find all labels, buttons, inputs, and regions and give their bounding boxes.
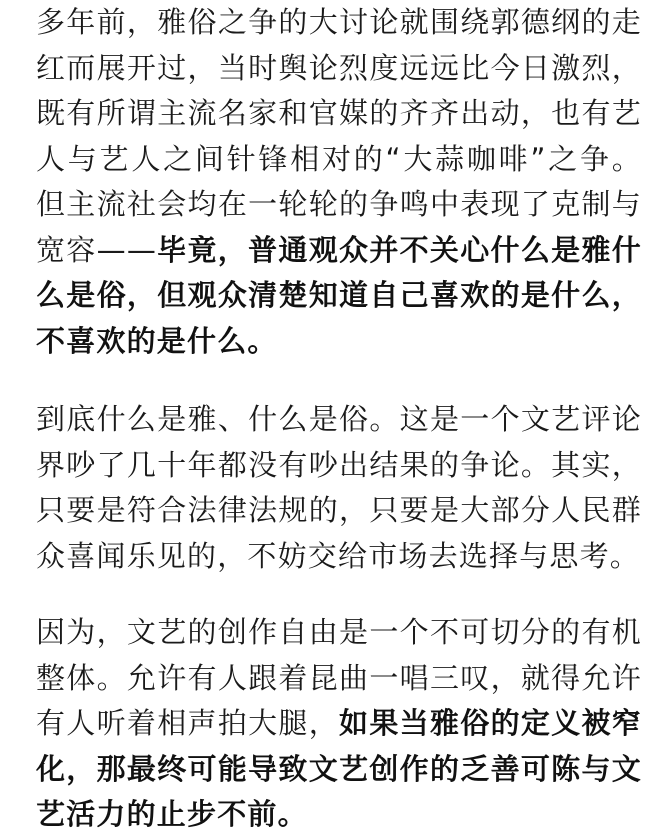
paragraph-3-text: 因为，文艺的创作自由是一个不可切分的有机整体。允许有人跟着昆曲一唱三叹，就得允许有人听着相声拍大腿， bbox=[36, 615, 642, 740]
paragraph-3 bbox=[36, 610, 642, 838]
paragraph-1 bbox=[36, 0, 642, 364]
paragraph-3-bold-text: 如果当雅俗的定义被窄化，那最终可能导致文艺创作的乏善可陈与文艺活力的止步不前。 bbox=[36, 706, 642, 831]
paragraph-2 bbox=[36, 397, 642, 579]
paragraph-2-text: 到底什么是雅、什么是俗。这是一个文艺评论界吵了几十年都没有吵出结果的争论。其实，只要是符合法律法规的，只要是大部分人民群众喜闻乐见的，不妨交给市场去选择与思考。 bbox=[36, 402, 642, 573]
paragraph-1-bold-text: 毕竟，普通观众并不关心什么是雅什么是俗，但观众清楚知道自己喜欢的是什么，不喜欢的是什么。 bbox=[36, 232, 642, 358]
paragraph-1-text: 多年前，雅俗之争的大讨论就围绕郭德纲的走红而展开过，当时舆论烈度远远比今日激烈，既有所谓主流名家和官媒的齐齐出动，也有艺人与艺人之间针锋相对的“大蒜咖啡”之争。但主流社会均在一轮轮的争鸣中表现了克制与宽容—— bbox=[36, 5, 642, 267]
